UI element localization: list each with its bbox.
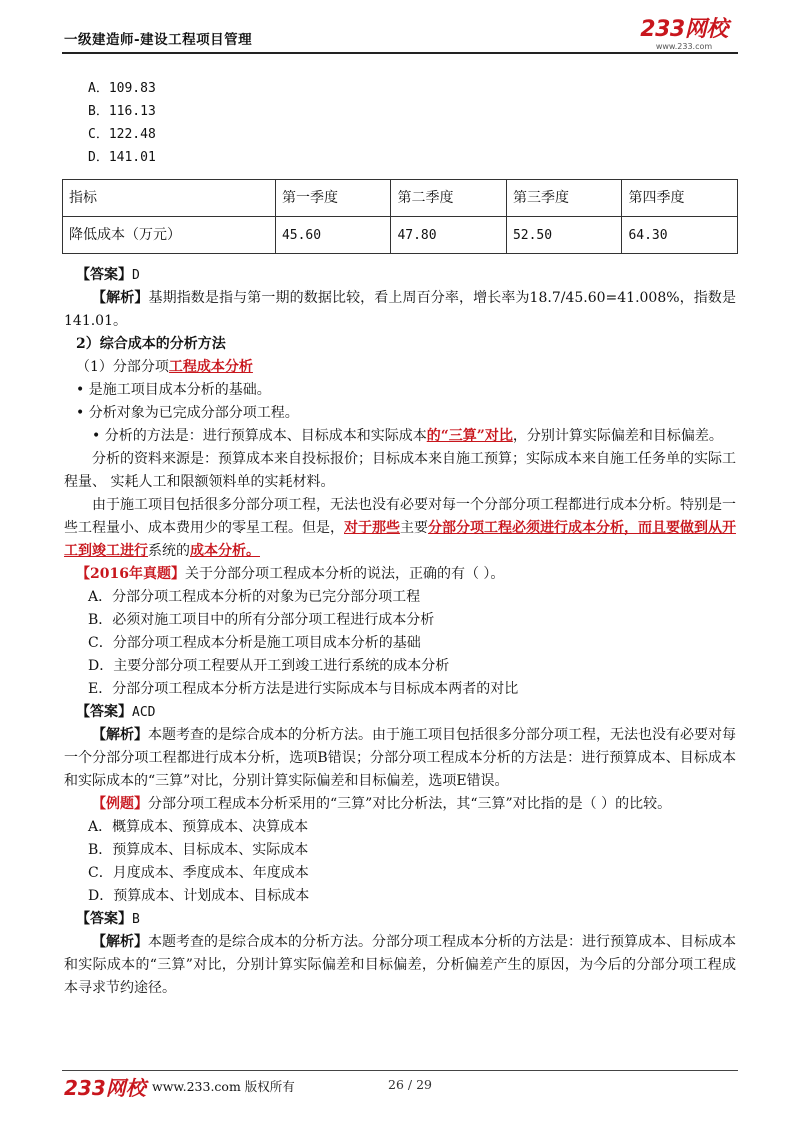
main-content: [64, 77, 736, 1000]
q1-option-c: C．122.48: [88, 127, 156, 142]
header-divider: [62, 52, 738, 54]
q2-stem: [64, 563, 736, 586]
bullet-item: • 是施工项目成本分析的基础。: [76, 382, 271, 398]
table-header-cell: 第一季度: [275, 180, 391, 217]
answer-value: B: [132, 912, 140, 927]
logo-sub-text: www.233.com: [655, 42, 713, 51]
brand-logo: [624, 18, 744, 51]
question-tag: 【2016年真题】: [76, 566, 185, 582]
q1-option-b: B．116.13: [88, 104, 156, 119]
q2-answer: [64, 701, 736, 724]
q2-option-a: A．分部分项工程成本分析的对象为已完分部分项工程: [88, 589, 421, 605]
table-cell: 45.60: [275, 217, 391, 254]
bullet-item: [64, 425, 736, 448]
question-tag: 【例题】: [92, 796, 148, 812]
table-row: [63, 217, 738, 254]
q3-option-d: D．预算成本、计划成本、目标成本: [88, 888, 310, 904]
footer-divider: [62, 1070, 738, 1071]
paragraph-text: 系统的: [148, 543, 190, 559]
q1-answer: [64, 264, 736, 287]
table-cell: 52.50: [506, 217, 622, 254]
q2-option-e: E．分部分项工程成本分析方法是进行实际成本与目标成本两者的对比: [88, 681, 519, 697]
answer-label: 【答案】: [76, 911, 132, 927]
header-title: 一级建造师-建设工程项目管理: [64, 32, 253, 48]
subsection-prefix: （1）分部分项: [76, 359, 169, 375]
q2-option-d: D．主要分部分项工程要从开工到竣工进行系统的成本分析: [88, 658, 450, 674]
analysis-text: 本题考查的是综合成本的分析方法。分部分项工程成本分析的方法是：进行预算成本、目标成本和实际成本的“三算”对比，分别计算实际偏差和目标偏差，分析偏差产生的原因，为今后的分部分项工程成本寻求节约途径。: [64, 934, 736, 996]
section-heading: 2）综合成本的分析方法: [76, 336, 226, 352]
bullet-item: • 分析对象为已完成分部分项工程。: [76, 405, 299, 421]
analysis-label: 【解析】: [92, 290, 149, 306]
cost-reduction-table: [62, 179, 738, 254]
footer-copyright: www.233.com 版权所有: [152, 1079, 295, 1094]
table-header-cell: 第二季度: [391, 180, 507, 217]
q3-option-b: B．预算成本、目标成本、实际成本: [88, 842, 309, 858]
highlight-text: 分部分项工程必须进行成本分析，而且要做到从开工到竣工进行: [64, 520, 736, 559]
paragraph: [64, 494, 736, 563]
q3-analysis: [64, 931, 736, 1000]
highlight-text: 的“三算”对比: [426, 428, 513, 444]
q3-option-c: C．月度成本、季度成本、年度成本: [88, 865, 309, 881]
q3-answer: [64, 908, 736, 931]
highlight-text: 成本分析。: [190, 543, 260, 559]
table-header-cell: 第三季度: [506, 180, 622, 217]
table-header-row: [63, 180, 738, 217]
q2-option-c: C．分部分项工程成本分析是施工项目成本分析的基础: [88, 635, 421, 651]
paragraph: 分析的资料来源是：预算成本来自投标报价；目标成本来自施工预算；实际成本来自施工任务单的实际工程量、 实耗人工和限额领料单的实耗材料。: [64, 451, 736, 490]
bullet-text: • 分析的方法是：进行预算成本、目标成本和实际成本: [92, 428, 427, 444]
q2-analysis: [64, 724, 736, 793]
highlight-text: 对于那些: [344, 520, 400, 536]
footer-logo: 233网校: [64, 1076, 146, 1100]
analysis-label: 【解析】: [92, 727, 148, 743]
q3-stem: [64, 793, 736, 816]
logo-main-text: 233网校: [640, 17, 728, 42]
answer-value: D: [132, 268, 140, 283]
q1-option-d: D．141.01: [88, 150, 156, 165]
bullet-text: ，分别计算实际偏差和目标偏差。: [512, 428, 723, 444]
table-cell: 降低成本（万元）: [63, 217, 276, 254]
analysis-text: 本题考查的是综合成本的分析方法。由于施工项目包括很多分部分项工程，无法也没有必要对每一个分部分项工程都进行成本分析，选项B错误；分部分项工程成本分析的方法是：进行预算成本、目标成本和实际成本的“三算”对比，分别计算实际偏差和目标偏差，选项E错误。: [64, 727, 736, 789]
q1-analysis: [64, 287, 736, 333]
answer-value: ACD: [132, 705, 156, 720]
table-header-cell: 第四季度: [622, 180, 738, 217]
q1-option-a: A．109.83: [88, 81, 156, 96]
analysis-text: 基期指数是指与第一期的数据比较，看上周百分率，增长率为18.7/45.60=41.008%，指数是141.01。: [64, 290, 736, 329]
table-header-cell: 指标: [63, 180, 276, 217]
subsection-heading: [64, 356, 736, 379]
question-text: 分部分项工程成本分析采用的“三算”对比分析法，其“三算”对比指的是（ ）的比较。: [148, 796, 672, 812]
q2-option-b: B．必须对施工项目中的所有分部分项工程进行成本分析: [88, 612, 435, 628]
answer-label: 【答案】: [76, 704, 132, 720]
subsection-term: 工程成本分析: [168, 359, 253, 375]
answer-label: 【答案】: [76, 267, 132, 283]
page-number: 26 / 29: [388, 1077, 432, 1092]
table-cell: 64.30: [622, 217, 738, 254]
paragraph-text: 主要: [400, 520, 428, 536]
analysis-label: 【解析】: [92, 934, 148, 950]
question-text: 关于分部分项工程成本分析的说法，正确的有（ ）。: [184, 566, 505, 582]
paragraph-text: 由于施工项目包括很多分部分项工程，无法也没有必要对每一个分部分项工程都进行成本分析。特别是一些工程量小、成本费用少的零星工程。但是，: [64, 497, 736, 536]
q3-option-a: A．概算成本、预算成本、决算成本: [88, 819, 309, 835]
table-cell: 47.80: [391, 217, 507, 254]
